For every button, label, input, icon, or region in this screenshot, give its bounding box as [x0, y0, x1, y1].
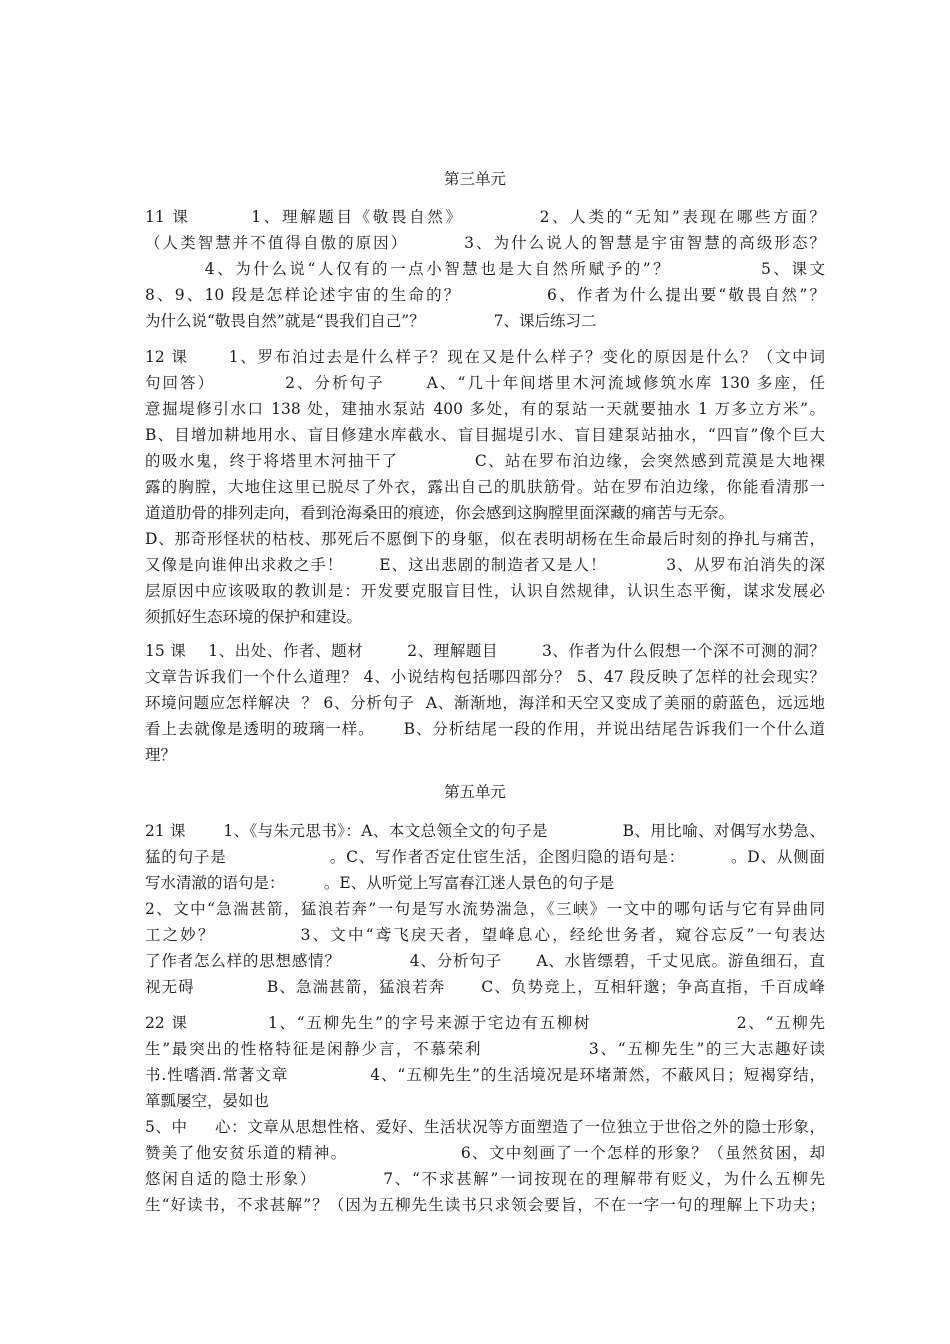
lesson22-line: 生”最突出的性格特征是闲静少言，不慕荣利 3、“五柳先生”的三大志趣好读 [145, 1040, 825, 1058]
lesson15-line: 文章告诉我们一个什么道理？ 4、小说结构包括哪四部分？ 5、47 段反映了怎样的社会现实？ [145, 668, 825, 686]
lesson12-line: 道道肋骨的排列走向，看到沧海桑田的痕迹，你会感到这胸膛里面深藏的痛苦与无奈。 [145, 504, 735, 522]
lesson21-line: 了作者怎么样的思想感情？ 4、分析句子 A、水皆缥碧，千丈见底。游鱼细石，直 [145, 952, 825, 970]
lesson12-line: 意掘堤修引水口 138 处，建抽水泵站 400 多处，有的泵站一天就要抽水 1 万多立方米”。 [145, 400, 825, 418]
lesson15-line: 理？ [145, 746, 177, 764]
lesson15-line: 环境问题应怎样解决 ？ 6、分析句子 A、渐渐地，海洋和天空又变成了美丽的蔚蓝色，远远地 [145, 694, 825, 712]
lesson11-line: 11 课 1、理解题目《敬畏自然》 2、人类的“无知”表现在哪些方面？ [145, 208, 825, 226]
lesson11-line: （人类智慧并不值得自傲的原因） 3、为什么说人的智慧是宇宙智慧的高级形态？ [145, 234, 825, 252]
lesson21-line: 21 课 1、《与朱元思书》：A、本文总领全文的句子是 B、用比喻、对偶写水势急、 [145, 822, 825, 840]
lesson22-line: 5、中 心：文章从思想性格、爱好、生活状况等方面塑造了一位独立于世俗之外的隐士形象， [145, 1118, 825, 1136]
lesson21-line: 猛的句子是 。C、写作者否定仕宦生活，企图归隐的语句是： 。D、从侧面 [145, 848, 825, 866]
lesson12-line: 露的胸膛，大地住这里已脱尽了外衣，露出自己的肌肤筋骨。站在罗布泊边缘，你能看清那一 [145, 478, 825, 496]
lesson12-line: 句回答） 2、分析句子 A、“几十年间塔里木河流域修筑水库 130 多座，任 [145, 374, 825, 392]
lesson21-line: 工之妙？ 3、文中“鸢飞戾天者，望峰息心，经纶世务者，窥谷忘反”一句表达 [145, 926, 825, 944]
unit5-heading: 第五单元 [443, 783, 506, 801]
lesson21-line: 2、文中“急湍甚箭，猛浪若奔”一句是写水流势湍急，《三峡》一文中的哪句话与它有异曲同 [145, 900, 825, 918]
lesson11-line: 8、9、10 段是怎样论述宇宙的生命的？ 6、作者为什么提出要“敬畏自然”？ [145, 286, 825, 304]
lesson12-line: B、目增加耕地用水、盲目修建水库截水、盲目掘堤引水、盲目建泵站抽水，“四盲”像个巨大 [145, 426, 825, 444]
lesson11-line: 为什么说“敬畏自然”就是“畏我们自己”？ 7、课后练习二 [145, 312, 597, 330]
lesson12-line: 层原因中应该吸取的教训是：开发要克服盲目性，认识自然规律，认识生态平衡，谋求发展必 [145, 582, 825, 600]
lesson22-line: 22 课 1、“五柳先生”的字号来源于宅边有五柳树 2、“五柳先 [145, 1014, 825, 1032]
lesson15-line: 15 课 1、出处、作者、题材 2、理解题目 3、作者为什么假想一个深不可测的洞？ [145, 642, 825, 660]
lesson21-line: 写水清澈的语句是： 。E、从听觉上写富春江迷人景色的句子是 [145, 874, 615, 892]
lesson12-line: 12 课 1、罗布泊过去是什么样子？现在又是什么样子？变化的原因是什么？（文中词 [145, 348, 825, 366]
lesson12-line: 的吸水鬼，终于将塔里木河抽干了 C、站在罗布泊边缘，会突然感到荒漠是大地裸 [145, 452, 825, 470]
lesson22-line: 箪瓢屡空，晏如也 [145, 1092, 270, 1110]
lesson11-line: 4、为什么说“人仅有的一点小智慧也是大自然所赋予的”？ 5、课文 [145, 260, 825, 278]
lesson12-line: D、那奇形怪状的枯枝、那死后不愿倒下的身躯，似在表明胡杨在生命最后时刻的挣扎与痛苦， [145, 530, 825, 548]
lesson12-line: 须抓好生态环境的保护和建设。 [145, 608, 363, 626]
lesson21-line: 视无碍 B、急湍甚箭，猛浪若奔 C、负势竞上，互相轩邈；争高直指，千百成峰 [145, 978, 825, 996]
lesson15-line: 看上去就像是透明的玻璃一样。 B、分析结尾一段的作用，并说出结尾告诉我们一个什么道 [145, 720, 825, 738]
lesson22-line: 生“好读书，不求甚解”？（因为五柳先生读书只求领会要旨，不在一字一句的理解上下功夫； [145, 1196, 825, 1214]
lesson22-line: 赞美了他安贫乐道的精神。 6、文中刻画了一个怎样的形象？（虽然贫困，却 [145, 1144, 825, 1162]
lesson22-line: 悠闲自适的隐士形象） 7、“不求甚解”一词按现在的理解带有贬义，为什么五柳先 [145, 1170, 825, 1188]
lesson12-line: 又像是向谁伸出求救之手！ E、这出悲剧的制造者又是人！ 3、从罗布泊消失的深 [145, 556, 825, 574]
unit3-heading: 第三单元 [443, 170, 506, 188]
lesson22-line: 书.性嗜酒.常著文章 4、“五柳先生”的生活境况是环堵萧然，不蔽风日；短褐穿结， [145, 1066, 825, 1084]
